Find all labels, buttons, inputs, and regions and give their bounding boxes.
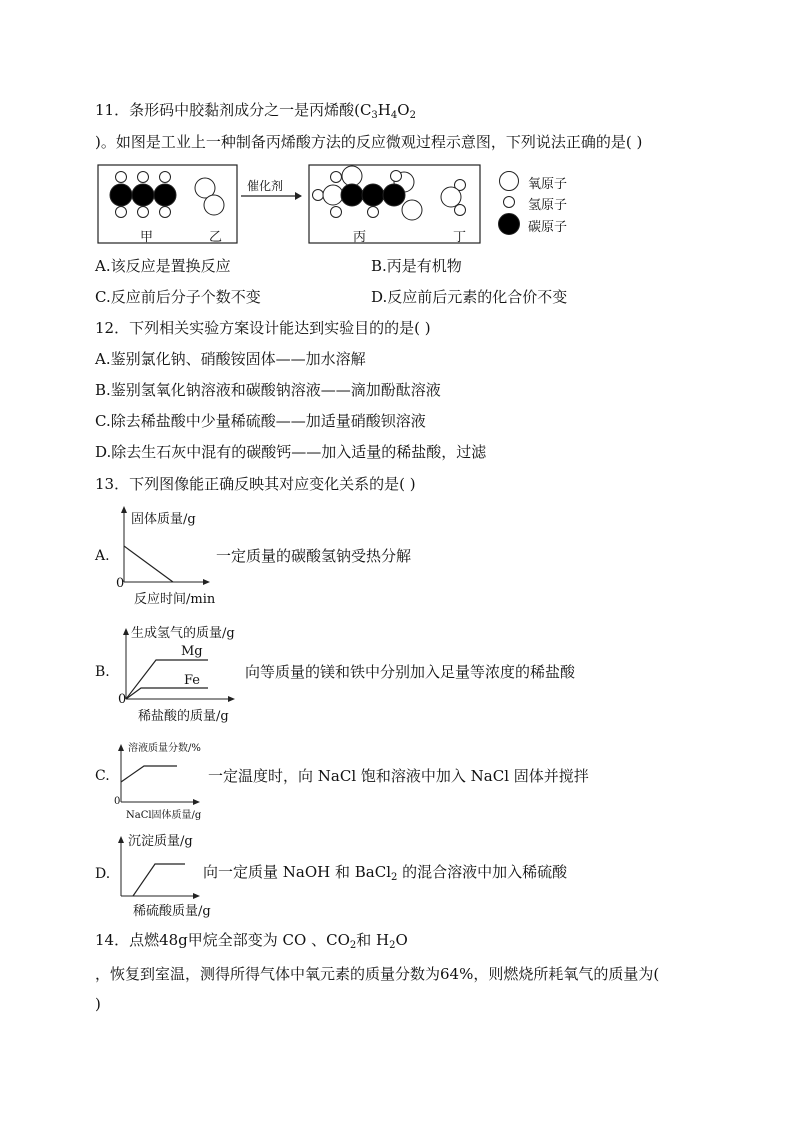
q14-stem-line1: 14．点燃48g甲烷全部变为 CO 、$CO_2$和 $H_2O$ — [95, 931, 408, 951]
q11-option-d: D.反应前后元素的化合价不变 — [371, 288, 568, 306]
q12-stem: 12．下列相关实验方案设计能达到实验目的的是( ) — [95, 319, 431, 337]
graph-b-ylabel: 生成氢气的质量/g — [131, 626, 235, 641]
graph-b-origin: 0 — [118, 692, 127, 707]
q12-option-b: B.鉴别氢氧化钠溶液和碳酸钠溶液——滴加酚酞溶液 — [95, 381, 441, 399]
q13-stem: 13．下列图像能正确反映其对应变化关系的是( ) — [95, 475, 416, 493]
graph-d-xlabel: 稀硫酸质量/g — [133, 904, 211, 919]
q12-option-a: A.鉴别氯化钠、硝酸铵固体——加水溶解 — [95, 350, 366, 368]
q12-option-d: D.除去生石灰中混有的碳酸钙——加入适量的稀盐酸，过滤 — [95, 443, 487, 461]
q11-option-c: C.反应前后分子个数不变 — [95, 288, 261, 306]
q13-a-letter: A. — [95, 548, 110, 564]
catalyst-label: 催化剂 — [247, 179, 284, 193]
label-ding: 丁 — [453, 230, 467, 245]
graph-a-desc: 一定质量的碳酸氢钠受热分解 — [216, 547, 412, 565]
q11-option-b: B.丙是有机物 — [371, 257, 462, 275]
graph-d-ylabel: 沉淀质量/g — [128, 834, 193, 849]
graph-c-origin: 0 — [114, 796, 121, 807]
q12-option-c: C.除去稀盐酸中少量稀硫酸——加适量硝酸钡溶液 — [95, 412, 426, 430]
graph-a-ylabel: 固体质量/g — [131, 512, 196, 527]
q13-c-letter: C. — [95, 768, 110, 784]
label-yi: 乙 — [209, 230, 223, 245]
graph-a-origin: 0 — [116, 576, 125, 591]
legend-hydrogen: 氢原子 — [528, 198, 568, 213]
q11-stem-line1: 11．条形码中胶黏剂成分之一是丙烯酸($C_3H_4O_2$ — [95, 101, 416, 121]
q13-b-letter: B. — [95, 664, 110, 680]
graph-d-line — [133, 864, 185, 896]
graph-a-xlabel: 反应时间/min — [134, 592, 216, 607]
graph-c-desc: 一定温度时，向 NaCl 饱和溶液中加入 NaCl 固体并搅拌 — [208, 767, 589, 785]
graph-b-desc: 向等质量的镁和铁中分别加入足量等浓度的稀盐酸 — [245, 663, 576, 681]
q14-stem-line2: ，恢复到室温，测得所得气体中氧元素的质量分数为64%，则燃烧所耗氧气的质量为( — [95, 965, 660, 983]
label-bing: 丙 — [353, 230, 367, 245]
graph-c-xlabel: NaCl固体质量/g — [126, 810, 202, 821]
label-jia: 甲 — [140, 230, 154, 245]
graph-c-ylabel: 溶液质量分数/% — [128, 743, 201, 754]
graph-b-fe-label: Fe — [184, 673, 201, 688]
graph-b-xlabel: 稀盐酸的质量/g — [138, 709, 229, 724]
q11-stem-line2: )。如图是工业上一种制备丙烯酸方法的反应微观过程示意图，下列说法正确的是( ) — [95, 133, 643, 151]
q14-stem-line3: ) — [95, 995, 101, 1013]
graph-b-mg-label: Mg — [181, 644, 203, 659]
legend-oxygen: 氧原子 — [528, 177, 568, 192]
graph-d-desc: 向一定质量 NaOH 和 BaCl$_2$ 的混合溶液中加入稀硫酸 — [203, 863, 568, 883]
q13-d-letter: D. — [95, 866, 111, 882]
legend-carbon: 碳原子 — [528, 220, 568, 235]
q11-option-a: A.该反应是置换反应 — [95, 257, 231, 275]
